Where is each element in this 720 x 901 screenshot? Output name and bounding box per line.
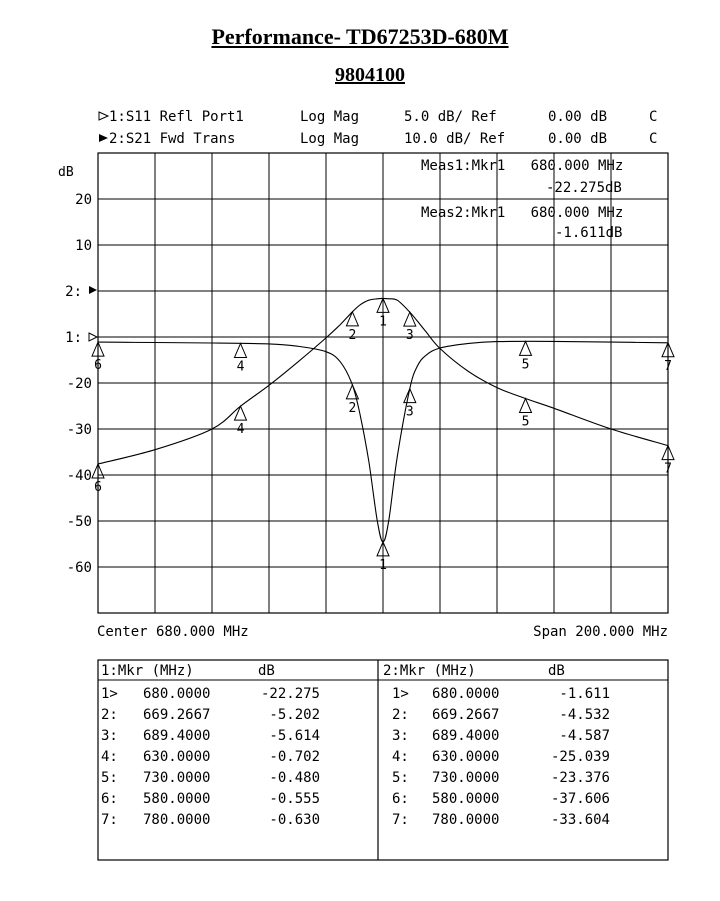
channel-header: [99, 109, 657, 147]
plot-grid: [98, 153, 668, 613]
left-row-frequency: 689.4000: [143, 728, 211, 744]
right-row-marker: 5:: [392, 770, 409, 786]
page-subtitle: 9804100: [335, 64, 405, 86]
marker-table-rows: [101, 686, 610, 828]
page-title: Performance- TD67253D-680M: [211, 24, 509, 49]
channel2-label: 2:S21 Fwd Trans: [109, 131, 236, 147]
left-row-frequency: 669.2667: [143, 707, 211, 723]
center-frequency: Center 680.000 MHz: [97, 624, 249, 640]
left-row-marker: 3:: [101, 728, 118, 744]
marker-5-s11-label: 5: [521, 357, 530, 373]
left-row-marker: 2:: [101, 707, 118, 723]
y-tick-label: -40: [66, 468, 92, 484]
left-row-frequency: 630.0000: [143, 749, 211, 765]
y-tick-label: -50: [66, 514, 92, 530]
left-row-frequency: 680.0000: [143, 686, 211, 702]
left-table-header-mkr: 1:Mkr (MHz): [101, 663, 194, 679]
left-row-db: -0.555: [269, 791, 320, 807]
meas2-line1: Meas2:Mkr1 680.000 MHz: [421, 205, 624, 221]
y-tick-label: -20: [66, 376, 92, 392]
marker-2-s21-icon: [346, 312, 358, 326]
y-tick-label: -30: [66, 422, 92, 438]
channel1-ref: 0.00 dB: [548, 109, 608, 125]
channel2-ref: 0.00 dB: [548, 131, 608, 147]
y-tick-label: 2:: [65, 284, 82, 300]
channel2-scale: 10.0 dB/ Ref: [404, 131, 506, 147]
channel1-label: 1:S11 Refl Port1: [109, 109, 244, 125]
y-tick-label: -60: [66, 560, 92, 576]
right-row-db: -23.376: [550, 770, 610, 786]
left-row-marker: 7:: [101, 812, 118, 828]
marker-3-s11-label: 3: [405, 404, 414, 420]
right-row-marker: 2:: [392, 707, 409, 723]
marker-3-s21-label: 3: [405, 328, 414, 344]
left-row-db: -0.630: [269, 812, 320, 828]
marker-4-s21-label: 4: [236, 422, 245, 438]
left-row-frequency: 730.0000: [143, 770, 211, 786]
marker-2-s11-label: 2: [348, 400, 357, 416]
right-row-db: -1.611: [559, 686, 610, 702]
right-row-marker: 1>: [392, 686, 409, 702]
y-tick-label: 10: [75, 238, 92, 254]
left-row-db: -0.702: [269, 749, 320, 765]
channel2-flag: C: [649, 131, 658, 147]
right-table-header-db: dB: [548, 663, 565, 679]
right-row-frequency: 680.0000: [432, 686, 500, 702]
right-row-db: -4.532: [559, 707, 610, 723]
left-row-db: -5.614: [269, 728, 320, 744]
marker-4-s11-icon: [235, 343, 247, 357]
marker-2-s11-icon: [346, 385, 358, 399]
left-row-db: -5.202: [269, 707, 320, 723]
ref2-pointer-icon: [89, 286, 97, 294]
left-row-marker: 6:: [101, 791, 118, 807]
right-row-marker: 7:: [392, 812, 409, 828]
marker-3-s21-icon: [404, 312, 416, 326]
y-unit-label: dB: [58, 165, 74, 180]
channel1-format: Log Mag: [300, 109, 360, 125]
right-row-frequency: 580.0000: [432, 791, 500, 807]
marker-1-s21-label: 1: [379, 314, 387, 330]
right-row-db: -4.587: [559, 728, 610, 744]
channel2-indicator-icon: [99, 134, 108, 142]
y-tick-labels: [65, 192, 92, 576]
marker-5-s21-icon: [520, 399, 532, 413]
left-row-db: -22.275: [260, 686, 320, 702]
marker-7-s21-label: 7: [664, 461, 672, 477]
right-row-db: -25.039: [550, 749, 610, 765]
marker-1-s11-label: 1: [379, 557, 387, 573]
meas1-line2: -22.275dB: [546, 180, 622, 196]
marker-5-s21-label: 5: [521, 414, 530, 430]
channel1-indicator-icon: [99, 112, 108, 120]
left-row-marker: 4:: [101, 749, 118, 765]
marker-5-s11-icon: [520, 341, 532, 355]
left-row-marker: 1>: [101, 686, 118, 702]
marker-4-s11-label: 4: [236, 359, 245, 375]
marker-7-s11-label: 7: [664, 358, 672, 374]
ref1-pointer-icon: [89, 333, 97, 341]
meas2-line2: -1.611dB: [555, 225, 623, 241]
channel1-flag: C: [649, 109, 658, 125]
right-row-marker: 4:: [392, 749, 409, 765]
marker-6-s21-label: 6: [94, 479, 102, 495]
right-row-frequency: 630.0000: [432, 749, 500, 765]
marker-2-s21-label: 2: [348, 327, 357, 343]
right-row-marker: 3:: [392, 728, 409, 744]
left-table-header-db: dB: [258, 663, 275, 679]
marker-4-s21-icon: [235, 406, 247, 420]
channel2-format: Log Mag: [300, 131, 360, 147]
right-row-db: -37.606: [550, 791, 610, 807]
left-row-frequency: 780.0000: [143, 812, 211, 828]
marker-table: [98, 660, 668, 860]
right-row-frequency: 689.4000: [432, 728, 500, 744]
right-row-frequency: 730.0000: [432, 770, 500, 786]
right-row-frequency: 780.0000: [432, 812, 500, 828]
left-row-db: -0.480: [269, 770, 320, 786]
y-tick-label: 20: [75, 192, 92, 208]
channel1-scale: 5.0 dB/ Ref: [404, 109, 497, 125]
meas1-line1: Meas1:Mkr1 680.000 MHz: [421, 158, 624, 174]
left-row-marker: 5:: [101, 770, 118, 786]
y-tick-label: 1:: [65, 330, 82, 346]
right-table-header-mkr: 2:Mkr (MHz): [383, 663, 476, 679]
right-row-db: -33.604: [550, 812, 610, 828]
right-row-marker: 6:: [392, 791, 409, 807]
left-row-frequency: 580.0000: [143, 791, 211, 807]
marker-6-s11-label: 6: [94, 358, 102, 374]
span-frequency: Span 200.000 MHz: [533, 624, 668, 640]
right-row-frequency: 669.2667: [432, 707, 500, 723]
